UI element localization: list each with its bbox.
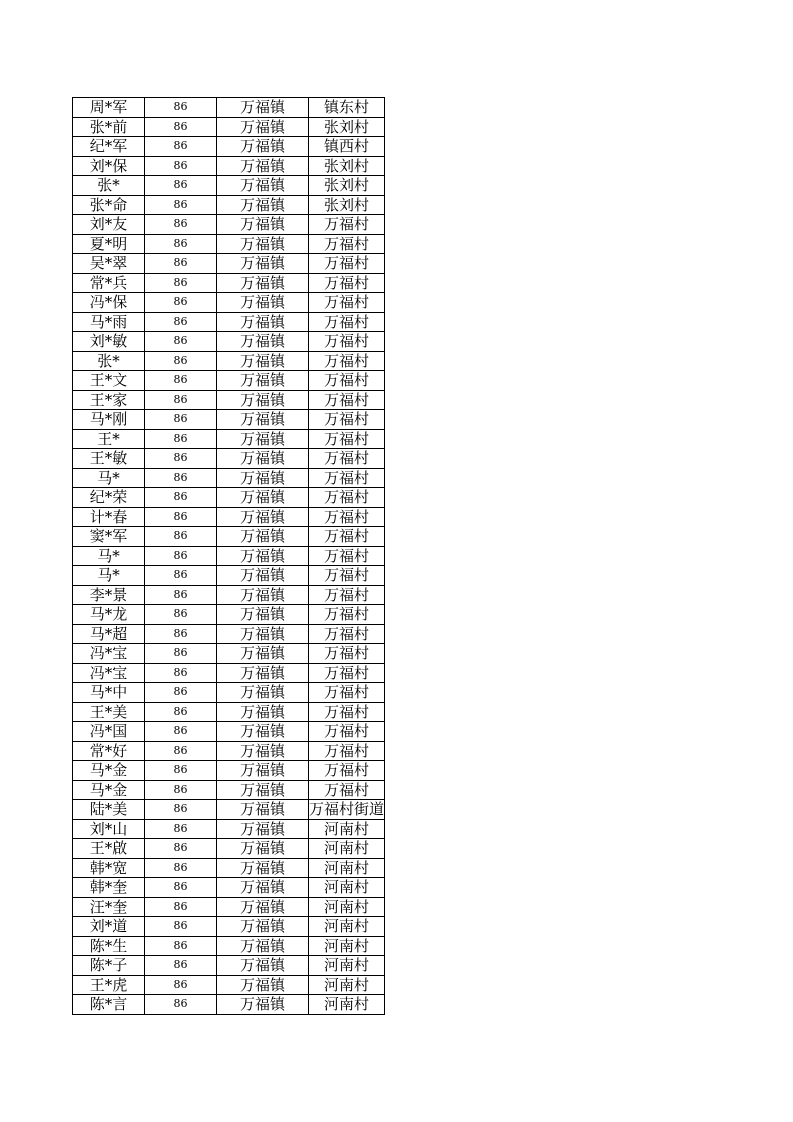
name-cell: 张*: [73, 351, 145, 371]
number-cell: 86: [145, 858, 217, 878]
name-cell: 刘*友: [73, 215, 145, 235]
village-cell: 万福村: [309, 585, 385, 605]
town-cell: 万福镇: [217, 156, 309, 176]
name-cell: 常*好: [73, 741, 145, 761]
town-cell: 万福镇: [217, 507, 309, 527]
name-cell: 汪*奎: [73, 897, 145, 917]
village-cell: 万福村: [309, 741, 385, 761]
village-cell: 万福村: [309, 761, 385, 781]
town-cell: 万福镇: [217, 195, 309, 215]
table-row: [73, 839, 385, 859]
number-cell: 86: [145, 449, 217, 469]
town-cell: 万福镇: [217, 468, 309, 488]
village-cell: 万福村: [309, 702, 385, 722]
name-cell: 窦*军: [73, 527, 145, 547]
name-cell: 陈*子: [73, 956, 145, 976]
town-cell: 万福镇: [217, 351, 309, 371]
village-cell: 万福村: [309, 410, 385, 430]
name-cell: 张*命: [73, 195, 145, 215]
town-cell: 万福镇: [217, 605, 309, 625]
village-cell: 万福村: [309, 449, 385, 469]
number-cell: 86: [145, 488, 217, 508]
town-cell: 万福镇: [217, 117, 309, 137]
town-cell: 万福镇: [217, 312, 309, 332]
village-cell: 万福村街道: [309, 800, 385, 819]
number-cell: 86: [145, 117, 217, 137]
village-cell: 河南村: [309, 897, 385, 917]
number-cell: 86: [145, 156, 217, 176]
table-row: [73, 975, 385, 995]
village-cell: 张刘村: [309, 195, 385, 215]
name-cell: 冯*宝: [73, 663, 145, 683]
name-cell: 夏*明: [73, 234, 145, 254]
name-cell: 马*龙: [73, 605, 145, 625]
number-cell: 86: [145, 527, 217, 547]
town-cell: 万福镇: [217, 332, 309, 352]
table-row: [73, 741, 385, 761]
table-row: [73, 351, 385, 371]
table-row: [73, 683, 385, 703]
number-cell: 86: [145, 546, 217, 566]
village-cell: 万福村: [309, 624, 385, 644]
name-cell: 王*啟: [73, 839, 145, 859]
name-cell: 张*: [73, 176, 145, 196]
number-cell: 86: [145, 839, 217, 859]
table-row: [73, 663, 385, 683]
table-row: [73, 507, 385, 527]
table-row: [73, 819, 385, 839]
table-row: [73, 566, 385, 586]
number-cell: 86: [145, 956, 217, 976]
table-row: [73, 371, 385, 391]
table-row: [73, 234, 385, 254]
table-row: [73, 917, 385, 937]
number-cell: 86: [145, 624, 217, 644]
number-cell: 86: [145, 195, 217, 215]
town-cell: 万福镇: [217, 273, 309, 293]
table-row: [73, 468, 385, 488]
village-cell: 镇西村: [309, 137, 385, 157]
village-cell: 万福村: [309, 527, 385, 547]
number-cell: 86: [145, 390, 217, 410]
table-row: [73, 897, 385, 917]
table-row: [73, 429, 385, 449]
number-cell: 86: [145, 215, 217, 235]
name-cell: 冯*宝: [73, 644, 145, 664]
table-row: [73, 546, 385, 566]
table-row: [73, 605, 385, 625]
name-cell: 冯*保: [73, 293, 145, 313]
number-cell: 86: [145, 176, 217, 196]
town-cell: 万福镇: [217, 761, 309, 781]
name-cell: 张*前: [73, 117, 145, 137]
town-cell: 万福镇: [217, 585, 309, 605]
town-cell: 万福镇: [217, 858, 309, 878]
village-cell: 河南村: [309, 956, 385, 976]
number-cell: 86: [145, 975, 217, 995]
name-cell: 刘*敏: [73, 332, 145, 352]
town-cell: 万福镇: [217, 897, 309, 917]
table-row: [73, 800, 385, 820]
name-cell: 马*金: [73, 761, 145, 781]
name-cell: 韩*奎: [73, 878, 145, 898]
data-table: [72, 97, 385, 1015]
town-cell: 万福镇: [217, 975, 309, 995]
name-cell: 纪*荣: [73, 488, 145, 508]
table-row: [73, 702, 385, 722]
number-cell: 86: [145, 995, 217, 1015]
name-cell: 陈*言: [73, 995, 145, 1015]
town-cell: 万福镇: [217, 410, 309, 430]
name-cell: 马*中: [73, 683, 145, 703]
name-cell: 常*兵: [73, 273, 145, 293]
village-cell: 河南村: [309, 975, 385, 995]
name-cell: 周*军: [73, 98, 145, 118]
number-cell: 86: [145, 722, 217, 742]
number-cell: 86: [145, 936, 217, 956]
number-cell: 86: [145, 800, 217, 820]
table-row: [73, 293, 385, 313]
town-cell: 万福镇: [217, 683, 309, 703]
town-cell: 万福镇: [217, 644, 309, 664]
town-cell: 万福镇: [217, 800, 309, 820]
table-row: [73, 858, 385, 878]
number-cell: 86: [145, 761, 217, 781]
name-cell: 冯*国: [73, 722, 145, 742]
village-cell: 张刘村: [309, 117, 385, 137]
village-cell: 河南村: [309, 878, 385, 898]
village-cell: 河南村: [309, 839, 385, 859]
name-cell: 陈*生: [73, 936, 145, 956]
town-cell: 万福镇: [217, 566, 309, 586]
village-cell: 张刘村: [309, 156, 385, 176]
number-cell: 86: [145, 98, 217, 118]
town-cell: 万福镇: [217, 527, 309, 547]
table-row: [73, 254, 385, 274]
name-cell: 马*雨: [73, 312, 145, 332]
village-cell: 万福村: [309, 546, 385, 566]
number-cell: 86: [145, 234, 217, 254]
number-cell: 86: [145, 683, 217, 703]
number-cell: 86: [145, 332, 217, 352]
name-cell: 王*: [73, 429, 145, 449]
table-row: [73, 488, 385, 508]
village-cell: 万福村: [309, 605, 385, 625]
number-cell: 86: [145, 819, 217, 839]
village-cell: 万福村: [309, 371, 385, 391]
name-cell: 刘*山: [73, 819, 145, 839]
village-cell: 万福村: [309, 722, 385, 742]
name-cell: 刘*道: [73, 917, 145, 937]
village-cell: 张刘村: [309, 176, 385, 196]
table-row: [73, 273, 385, 293]
town-cell: 万福镇: [217, 624, 309, 644]
town-cell: 万福镇: [217, 176, 309, 196]
town-cell: 万福镇: [217, 663, 309, 683]
table-body: [73, 98, 385, 1015]
table-row: [73, 585, 385, 605]
town-cell: 万福镇: [217, 371, 309, 391]
village-cell: 万福村: [309, 663, 385, 683]
village-cell: 万福村: [309, 254, 385, 274]
table-row: [73, 956, 385, 976]
number-cell: 86: [145, 137, 217, 157]
table-row: [73, 410, 385, 430]
town-cell: 万福镇: [217, 449, 309, 469]
name-cell: 刘*保: [73, 156, 145, 176]
table-row: [73, 390, 385, 410]
number-cell: 86: [145, 663, 217, 683]
table-row: [73, 449, 385, 469]
number-cell: 86: [145, 702, 217, 722]
table-row: [73, 722, 385, 742]
village-cell: 万福村: [309, 429, 385, 449]
name-cell: 陆*美: [73, 800, 145, 820]
table-row: [73, 761, 385, 781]
table-row: [73, 780, 385, 800]
town-cell: 万福镇: [217, 722, 309, 742]
village-cell: 万福村: [309, 683, 385, 703]
name-cell: 计*春: [73, 507, 145, 527]
number-cell: 86: [145, 254, 217, 274]
town-cell: 万福镇: [217, 995, 309, 1015]
number-cell: 86: [145, 293, 217, 313]
table-row: [73, 156, 385, 176]
number-cell: 86: [145, 566, 217, 586]
village-cell: 河南村: [309, 917, 385, 937]
number-cell: 86: [145, 878, 217, 898]
number-cell: 86: [145, 585, 217, 605]
town-cell: 万福镇: [217, 741, 309, 761]
table-row: [73, 117, 385, 137]
table-row: [73, 878, 385, 898]
number-cell: 86: [145, 410, 217, 430]
number-cell: 86: [145, 273, 217, 293]
village-cell: 万福村: [309, 332, 385, 352]
number-cell: 86: [145, 644, 217, 664]
town-cell: 万福镇: [217, 936, 309, 956]
village-cell: 万福村: [309, 215, 385, 235]
village-cell: 河南村: [309, 858, 385, 878]
village-cell: 万福村: [309, 351, 385, 371]
table-row: [73, 195, 385, 215]
name-cell: 马*: [73, 468, 145, 488]
name-cell: 马*: [73, 566, 145, 586]
table-row: [73, 644, 385, 664]
town-cell: 万福镇: [217, 956, 309, 976]
table-row: [73, 137, 385, 157]
name-cell: 吴*翠: [73, 254, 145, 274]
town-cell: 万福镇: [217, 780, 309, 800]
name-cell: 马*刚: [73, 410, 145, 430]
number-cell: 86: [145, 780, 217, 800]
village-cell: 万福村: [309, 293, 385, 313]
village-cell: 万福村: [309, 273, 385, 293]
table-row: [73, 624, 385, 644]
town-cell: 万福镇: [217, 293, 309, 313]
town-cell: 万福镇: [217, 234, 309, 254]
table-row: [73, 312, 385, 332]
table-row: [73, 936, 385, 956]
name-cell: 韩*宽: [73, 858, 145, 878]
name-cell: 王*敏: [73, 449, 145, 469]
town-cell: 万福镇: [217, 390, 309, 410]
town-cell: 万福镇: [217, 429, 309, 449]
number-cell: 86: [145, 605, 217, 625]
village-cell: 万福村: [309, 468, 385, 488]
village-cell: 万福村: [309, 390, 385, 410]
town-cell: 万福镇: [217, 878, 309, 898]
name-cell: 王*美: [73, 702, 145, 722]
town-cell: 万福镇: [217, 215, 309, 235]
table-row: [73, 332, 385, 352]
village-cell: 万福村: [309, 644, 385, 664]
village-cell: 镇东村: [309, 98, 385, 118]
town-cell: 万福镇: [217, 546, 309, 566]
table-row: [73, 98, 385, 118]
number-cell: 86: [145, 897, 217, 917]
number-cell: 86: [145, 917, 217, 937]
town-cell: 万福镇: [217, 98, 309, 118]
town-cell: 万福镇: [217, 137, 309, 157]
number-cell: 86: [145, 741, 217, 761]
village-cell: 万福村: [309, 488, 385, 508]
name-cell: 李*景: [73, 585, 145, 605]
town-cell: 万福镇: [217, 839, 309, 859]
name-cell: 马*: [73, 546, 145, 566]
number-cell: 86: [145, 312, 217, 332]
village-cell: 万福村: [309, 780, 385, 800]
village-cell: 万福村: [309, 312, 385, 332]
table-row: [73, 176, 385, 196]
village-cell: 万福村: [309, 566, 385, 586]
name-cell: 马*金: [73, 780, 145, 800]
name-cell: 王*文: [73, 371, 145, 391]
number-cell: 86: [145, 468, 217, 488]
town-cell: 万福镇: [217, 254, 309, 274]
town-cell: 万福镇: [217, 819, 309, 839]
town-cell: 万福镇: [217, 917, 309, 937]
number-cell: 86: [145, 371, 217, 391]
village-cell: 河南村: [309, 936, 385, 956]
table-row: [73, 215, 385, 235]
number-cell: 86: [145, 507, 217, 527]
number-cell: 86: [145, 429, 217, 449]
village-cell: 河南村: [309, 995, 385, 1015]
name-cell: 马*超: [73, 624, 145, 644]
village-cell: 万福村: [309, 234, 385, 254]
village-cell: 万福村: [309, 507, 385, 527]
town-cell: 万福镇: [217, 488, 309, 508]
table-row: [73, 527, 385, 547]
village-cell: 河南村: [309, 819, 385, 839]
town-cell: 万福镇: [217, 702, 309, 722]
table-row: [73, 995, 385, 1015]
number-cell: 86: [145, 351, 217, 371]
name-cell: 王*家: [73, 390, 145, 410]
name-cell: 纪*军: [73, 137, 145, 157]
name-cell: 王*虎: [73, 975, 145, 995]
